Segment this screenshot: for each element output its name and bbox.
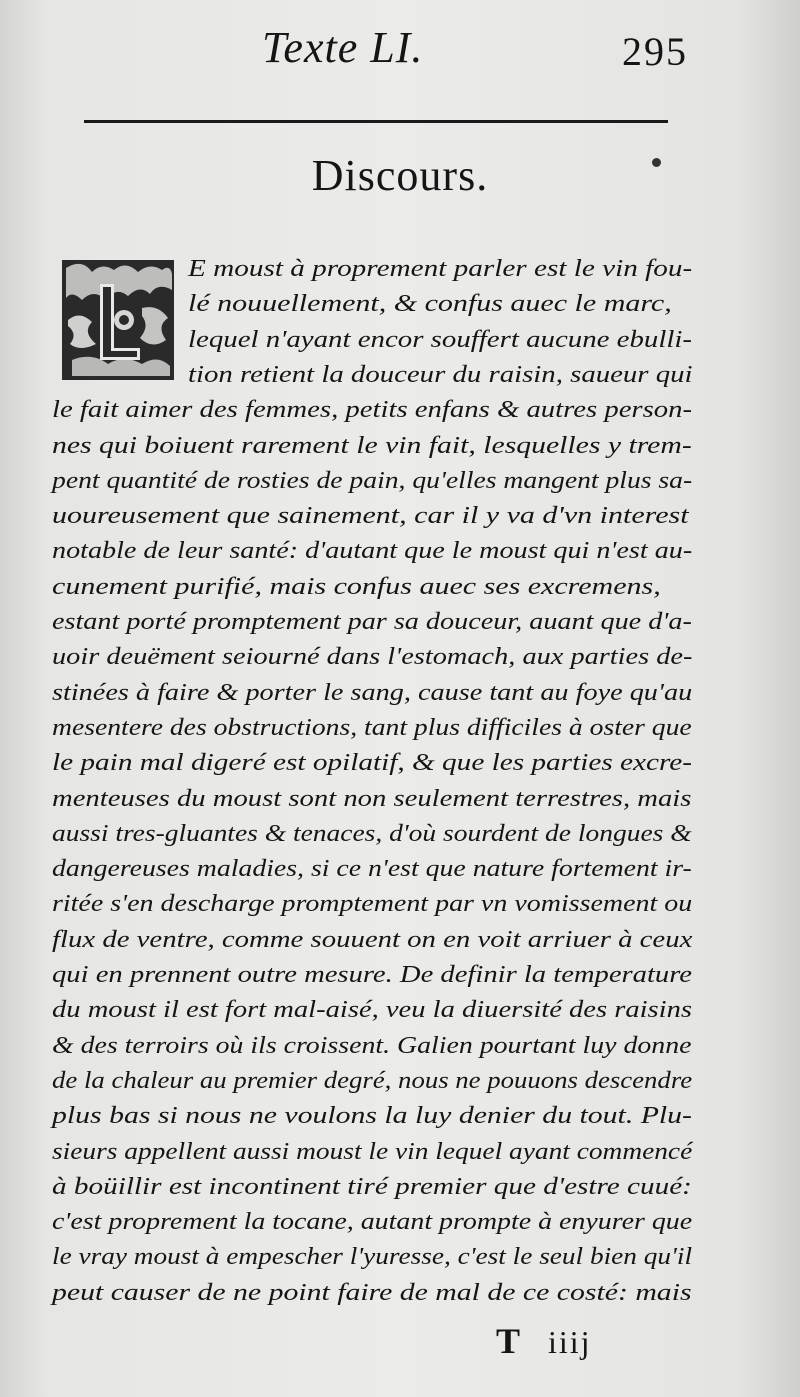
text-line: mesentere des obstructions, tant plus difficiles à oster que — [52, 714, 692, 741]
text-line: le pain mal digeré est opilatif, & que les parties excre- — [52, 750, 692, 777]
text-line: & des terroirs où ils croissent. Galien pourtant luy donne — [52, 1032, 692, 1059]
text-line: nes qui boiuent rarement le vin fait, lesquelles y trem- — [52, 432, 692, 459]
drop-cap-initial — [62, 260, 174, 380]
signature-mark: iiij — [548, 1324, 592, 1360]
catchword: T — [496, 1321, 521, 1361]
text-line: c'est proprement la tocane, autant prompte à enyurer que — [52, 1209, 693, 1236]
text-line: du moust il est fort mal-aisé, veu la diuersité des raisins — [52, 997, 692, 1024]
page-header — [0, 22, 800, 82]
text-line: peut causer de ne point faire de mal de ce costé: mais — [52, 1279, 692, 1306]
text-line: pent quantité de rosties de pain, qu'elles mangent plus sa- — [52, 467, 693, 494]
running-title: Texte LI. — [262, 23, 424, 72]
text-line: qui en prennent outre mesure. De definir la temperature — [52, 962, 692, 988]
section-title: Discours. — [311, 151, 489, 200]
text-line: aussi tres-gluantes & tenaces, d'où sourdent de longues & — [52, 820, 692, 847]
ornamental-initial-icon — [62, 260, 174, 380]
text-line: le vray moust à empescher l'yuresse, c'est le seul bien qu'il — [52, 1244, 693, 1271]
text-line: cunement purifié, mais confus auec ses excremens, — [52, 573, 661, 600]
text-line: de la chaleur au premier degré, nous ne pouuons descendre — [52, 1067, 693, 1094]
text-line: à boüillir est incontinent tiré premier que d'estre cuué: — [52, 1173, 692, 1200]
text-line: plus bas si nous ne voulons la luy denier du tout. Plu- — [52, 1103, 692, 1130]
text-line: le fait aimer des femmes, petits enfans & autres person- — [52, 397, 693, 424]
text-line: flux de ventre, comme souuent on en voit arriuer à ceux — [52, 926, 693, 953]
header-rule — [84, 120, 668, 123]
text-line: lé nouuellement, & confus auec le marc, — [188, 291, 672, 318]
text-line: uoir deuëment seiourné dans l'estomach, aux parties de- — [52, 644, 693, 671]
text-line: lequel n'ayant encor souffert aucune ebulli- — [188, 326, 693, 353]
text-line: E moust à proprement parler est le vin fou- — [188, 256, 693, 282]
ink-dot — [652, 158, 661, 167]
text-line: ritée s'en descharge promptement par vn vomissement ou — [52, 891, 693, 918]
text-line: notable de leur santé: d'autant que le moust qui n'est au- — [52, 538, 693, 565]
page-number: 295 — [622, 29, 688, 74]
text-line: uoureusement que sainement, car il y va d'vn interest — [52, 503, 689, 530]
text-line: tion retient la douceur du raisin, saueur qui — [188, 361, 693, 388]
text-line: dangereuses maladies, si ce n'est que nature fortement ir- — [52, 856, 692, 883]
text-line: estant porté promptement par sa douceur, auant que d'a- — [52, 609, 692, 635]
text-line: stinées à faire & porter le sang, cause tant au foye qu'au — [52, 679, 693, 706]
text-line: sieurs appellent aussi moust le vin lequel ayant commencé — [52, 1138, 693, 1165]
text-line: menteuses du moust sont non seulement terrestres, mais — [52, 785, 692, 812]
